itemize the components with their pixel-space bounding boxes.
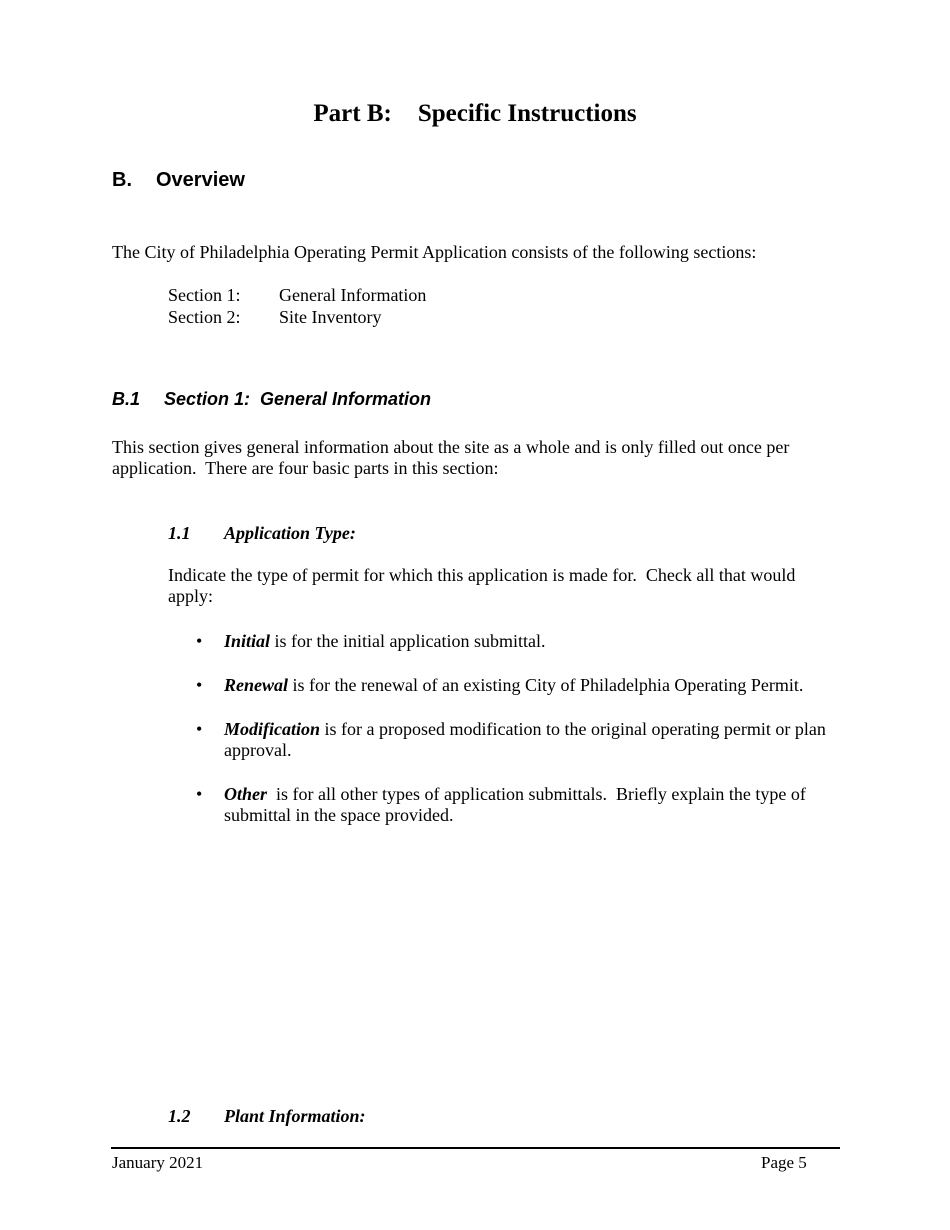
- b1-heading: [112, 389, 431, 410]
- application-type-instructions: Indicate the type of permit for which this application is made for. Check all that would apply:: [168, 565, 800, 606]
- bullet-text: is for the renewal of an existing City of Philadelphia Operating Permit.: [288, 675, 804, 695]
- bullet-icon: •: [196, 631, 203, 651]
- bullet-item-renewal: [196, 675, 836, 696]
- footer-divider: [111, 1147, 840, 1149]
- subsection-title: Plant Information:: [224, 1106, 366, 1126]
- page-title: [0, 100, 950, 128]
- section-label: Section 2:: [168, 307, 241, 327]
- overview-title: Overview: [156, 169, 245, 191]
- subsection-title: Application Type:: [224, 523, 356, 543]
- subsection-heading-1-2: [168, 1106, 366, 1127]
- section-list-item: [168, 307, 381, 328]
- bullet-item-other: [196, 784, 836, 826]
- subsection-heading-1-1: [168, 523, 356, 544]
- overview-heading: [112, 169, 245, 192]
- bullet-term: Renewal: [224, 675, 289, 695]
- part-title-text: Specific Instructions: [417, 100, 637, 127]
- section-name: Site Inventory: [279, 307, 382, 327]
- section-name: General Information: [279, 285, 427, 305]
- bullet-icon: •: [196, 675, 203, 695]
- bullet-text: is for the initial application submittal.: [270, 631, 546, 651]
- b1-title: Section 1: General Information: [164, 389, 432, 409]
- bullet-item-initial: [196, 631, 836, 652]
- b1-number: B.1: [112, 389, 141, 409]
- section-label: Section 1:: [168, 285, 241, 305]
- bullet-icon: •: [196, 784, 203, 804]
- footer-date: January 2021: [112, 1153, 204, 1172]
- overview-number: B.: [112, 169, 132, 191]
- bullet-text: is for a proposed modification to the original operating permit or plan approval.: [224, 719, 831, 760]
- bullet-term: Initial: [224, 631, 271, 651]
- bullet-term: Other: [224, 784, 268, 804]
- footer-page-number: Page 5: [761, 1153, 807, 1172]
- bullet-term: Modification: [224, 719, 321, 739]
- subsection-number: 1.1: [168, 523, 191, 543]
- bullet-icon: •: [196, 719, 203, 739]
- section-list-item: [168, 285, 426, 306]
- b1-description: This section gives general information about the site as a whole and is only filled out once per application. There are four basic parts in this section:: [112, 437, 794, 478]
- intro-paragraph: The City of Philadelphia Operating Permit Application consists of the following sections:: [112, 242, 757, 262]
- part-label: Part B:: [313, 100, 392, 127]
- bullet-item-modification: [196, 719, 836, 761]
- subsection-number: 1.2: [168, 1106, 191, 1126]
- bullet-text: is for all other types of application submittals. Briefly explain the type of submittal in the space provided.: [224, 784, 811, 825]
